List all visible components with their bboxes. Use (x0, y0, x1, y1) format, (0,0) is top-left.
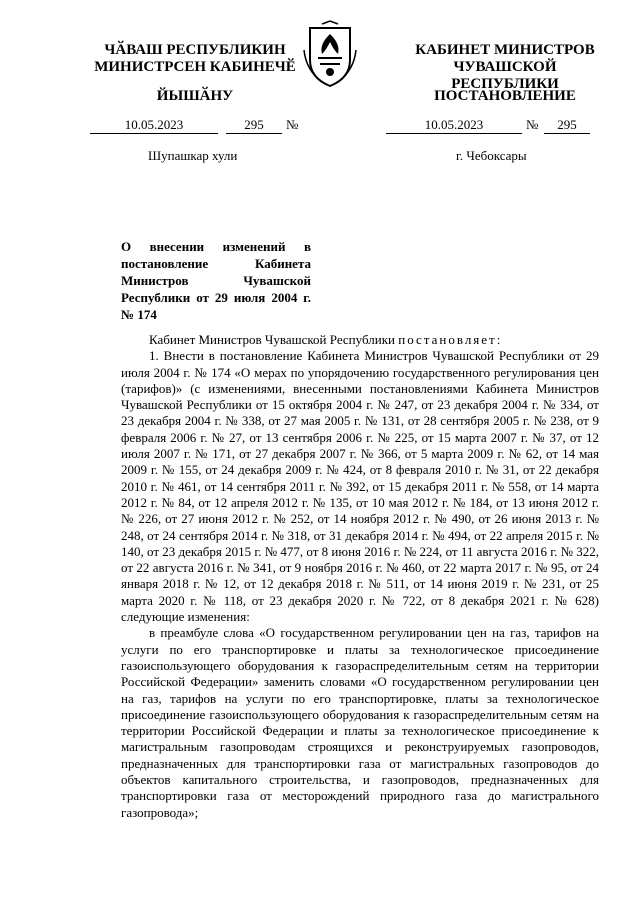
paragraph-2: в преамбуле слова «О государственном регулировании цен на газ, тарифов на услуги по его транспортировке и платы за технологическое присоединение газоиспользующего оборудования к газораспределительным сетям на территории Российской Федерации» заменить словами «О государственном регулировании цен на газ, тарифов на услуги по его транспортировке, платы за технологическое присоединение газоиспользующего оборудования к газораспределительным сетям на территории Российской Федерации и платы за технологическое присоединение к магистральным газопроводам строящихся и реконструируемых газопроводов, предназначенных для транспортировки газа от магистральных газопроводов до объектов капитального строительства, и газопроводов, предназначенных для транспортировки газа от месторождений природного газа до магистрального газопровода»; (121, 625, 599, 820)
right-date: 10.05.2023 (386, 117, 522, 134)
place-left: Шупашкар хули (148, 148, 238, 163)
intro-prefix: Кабинет Министров Чувашской Республики (149, 332, 395, 347)
intro-paragraph (121, 332, 599, 348)
header-left (80, 42, 310, 76)
left-date: 10.05.2023 (90, 117, 218, 134)
place-right: г. Чебоксары (456, 148, 527, 163)
intro-verb: постановляет: (398, 332, 503, 347)
header-right-line2: ЧУВАШСКОЙ РЕСПУБЛИКИ (451, 59, 559, 92)
header-right (400, 42, 610, 93)
document-subject: О внесении изменений в постановление Кабинета Министров Чувашской Республики от 29 июля 2004 г. № 174 (121, 239, 311, 322)
header-left-line2: МИНИСТРСЕН КАБИНЕЧӖ (94, 59, 296, 75)
header-left-title: ЙЫШӐНУ (156, 88, 234, 104)
header-right-line1: КАБИНЕТ МИНИСТРОВ (415, 42, 595, 58)
right-number-sign: № (526, 117, 539, 132)
left-number: 295 (226, 117, 282, 134)
right-number: 295 (544, 117, 590, 134)
document-body (121, 332, 599, 821)
header-left-line1: ЧӐВАШ РЕСПУБЛИКИН (104, 42, 286, 58)
coat-of-arms-emblem (302, 20, 358, 90)
header-right-title: ПОСТАНОВЛЕНИЕ (434, 88, 576, 104)
paragraph-1: 1. Внести в постановление Кабинета Министров Чувашской Республики от 29 июля 2004 г. № 174 «О мерах по упорядочению государственного регулирования цен (тарифов)» (с изменениями, внесенными постановлениями Кабинета Министров Чувашской Республики от 15 октября 2004 г. № 247, от 23 декабря 2004 г. № 334, от 23 декабря 2004 г. № 338, от 27 мая 2005 г. № 131, от 28 сентября 2005 г. № 238, от 9 февраля 2006 г. № 27, от 13 сентября 2006 г. № 225, от 15 марта 2007 г. № 37, от 12 июля 2007 г. № 171, от 27 декабря 2007 г. № 366, от 5 марта 2009 г. № 62, от 14 мая 2009 г. № 155, от 24 декабря 2009 г. № 424, от 8 февраля 2010 г. № 31, от 22 декабря 2010 г. № 461, от 14 сентября 2011 г. № 392, от 15 декабря 2011 г. № 558, от 14 марта 2012 г. № 84, от 12 апреля 2012 г. № 135, от 10 мая 2012 г. № 184, от 13 июня 2012 г. № 226, от 27 июня 2012 г. № 252, от 14 ноября 2012 г. № 490, от 26 июня 2013 г. № 248, от 24 сентября 2014 г. № 318, от 31 декабря 2014 г. № 494, от 22 апреля 2015 г. № 140, от 23 декабря 2015 г. № 477, от 8 июня 2016 г. № 224, от 11 августа 2016 г. № 322, от 22 августа 2016 г. № 341, от 9 ноября 2016 г. № 460, от 22 марта 2017 г. № 95, от 24 января 2018 г. № 12, от 12 декабря 2018 г. № 511, от 14 июня 2019 г. № 231, от 25 марта 2020 г. № 118, от 23 декабря 2020 г. № 722, от 8 декабря 2021 г. № 628) следующие изменения: (121, 348, 599, 625)
left-number-sign: № (286, 117, 299, 132)
